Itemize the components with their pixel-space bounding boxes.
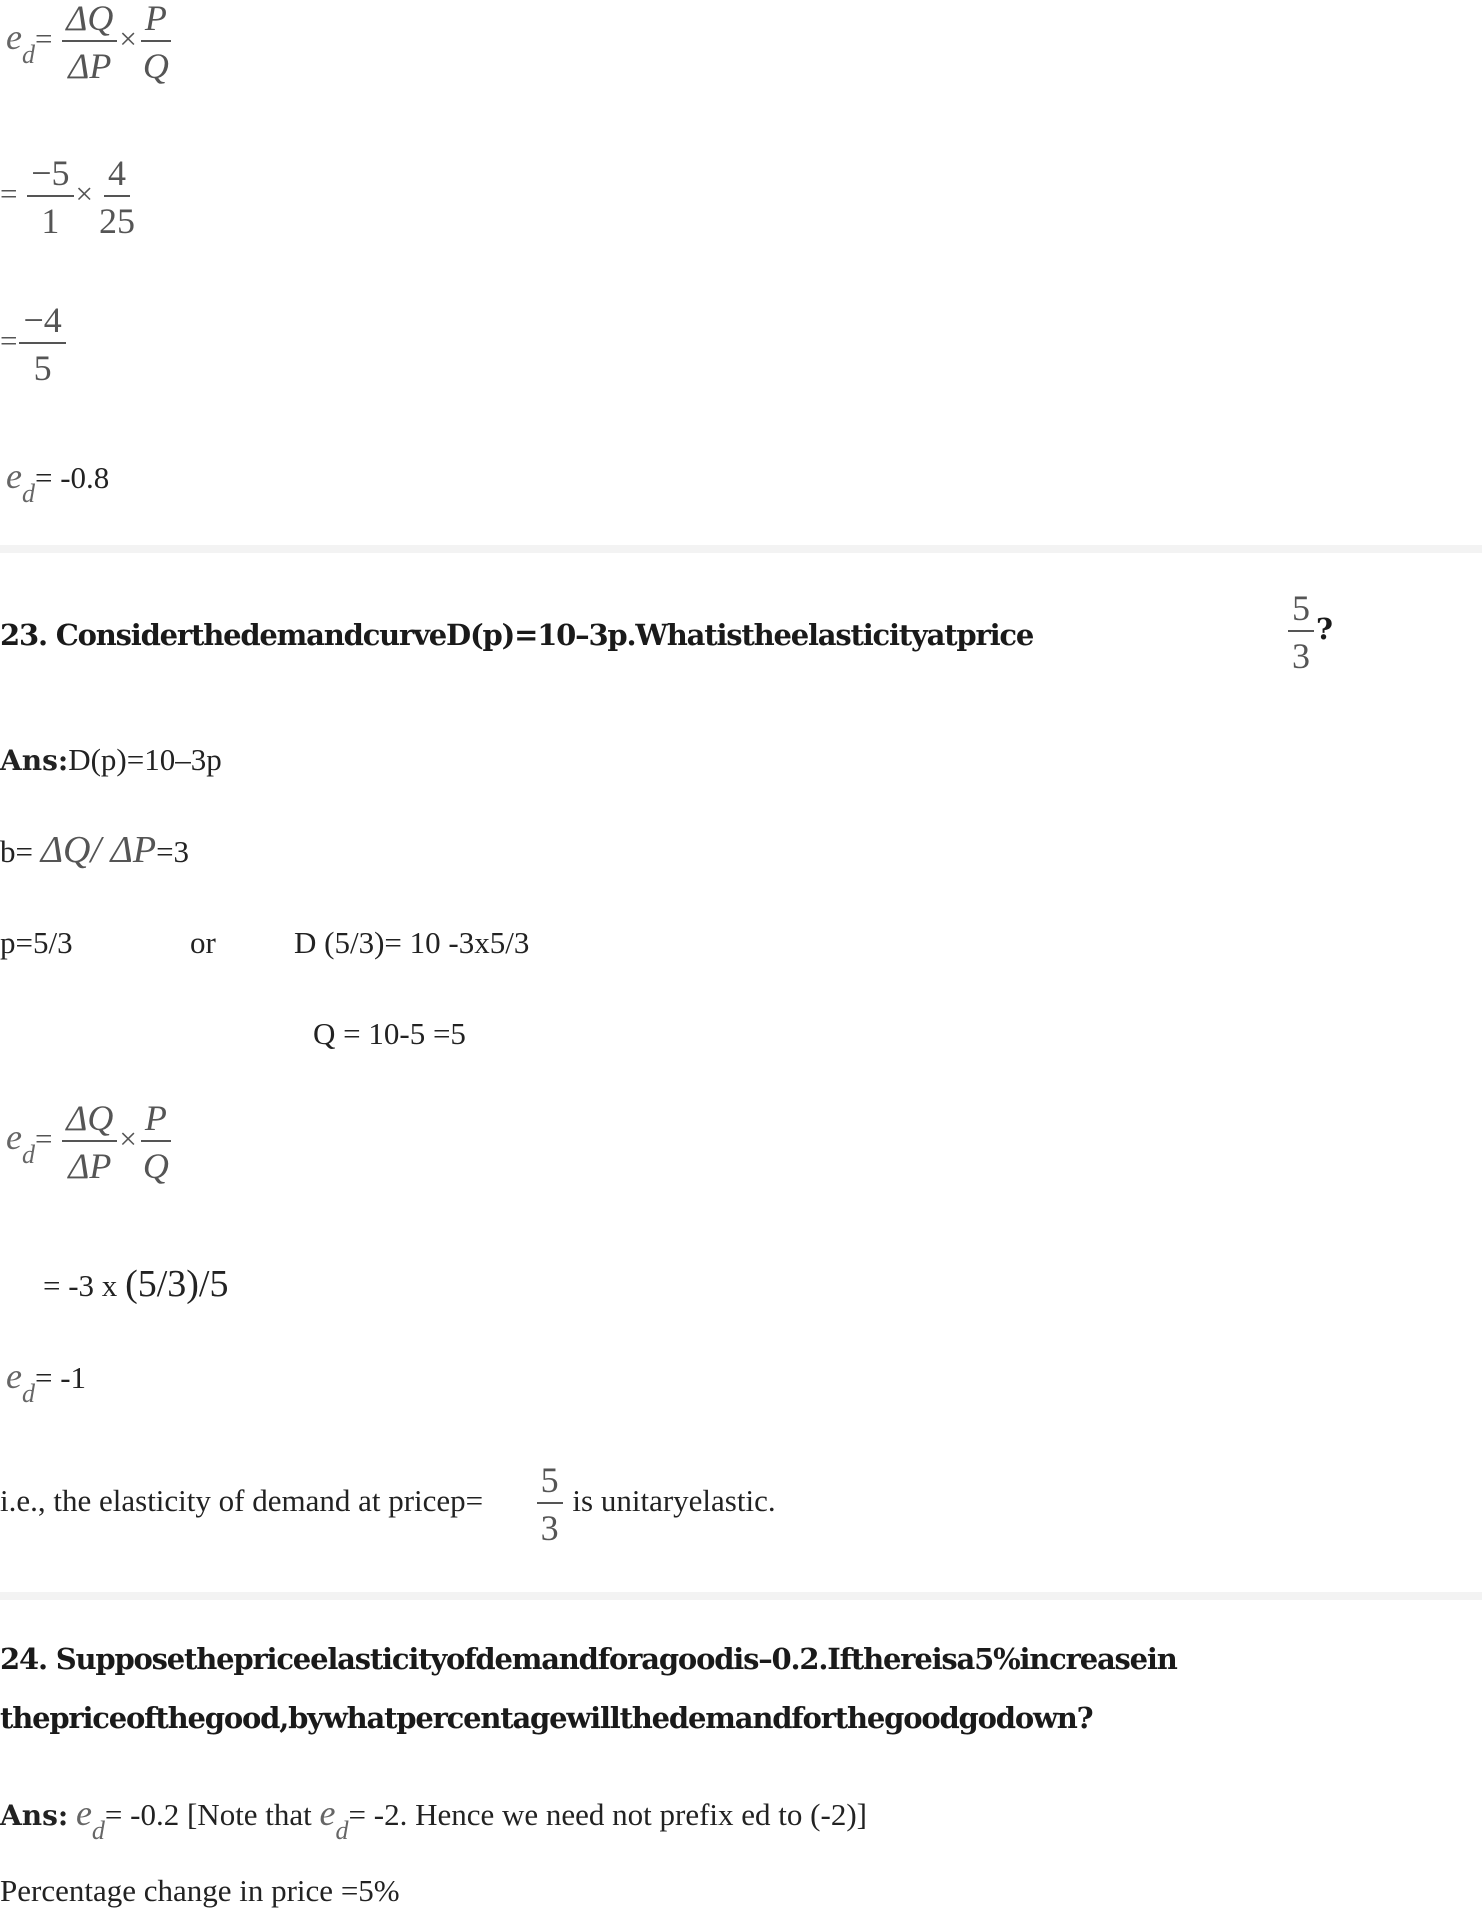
divider <box>0 1592 1482 1600</box>
step-2: = $\frac{-4}{5}$ <box>0 302 68 386</box>
divider <box>0 545 1482 553</box>
q23-answer: Ans:D(p)=10–3p <box>0 742 222 777</box>
question-23: 23. ConsiderthedemandcurveD(p)=10–3p.Whatistheelasticityatprice <box>0 618 1034 652</box>
question-24-line-1: 24. Supposethepriceelasticityofdemandforagoodis–0.2.Ifthereisa5%increasein <box>0 1642 1177 1676</box>
q24-answer: Ans: $e_d= -0.2$ [Note that $e_d= -2$. Hence we need not prefix ed to (-2)] <box>0 1793 867 1846</box>
elasticity-formula-2: $e_d=$ $\frac{\Delta Q}{\Delta P}$ × $\frac{P}{Q}$ <box>6 1098 169 1186</box>
result-q23: $e_d= -1$ <box>6 1356 87 1409</box>
q-line: Q = 10-5 =5 <box>313 1016 466 1051</box>
ed-symbol: $e_d$ <box>6 17 35 70</box>
conclusion: i.e., the elasticity of demand at pricep= $\frac{5}{3}$ is unitaryelastic. <box>0 1460 776 1548</box>
elasticity-formula: $e_d=$ $\frac{\Delta Q}{\Delta P}$ × $\frac{P}{Q}$ <box>6 0 175 84</box>
or-text: or <box>190 925 216 960</box>
step-q23: = -3 x (5/3)/5 <box>43 1263 229 1305</box>
b-line: b= ΔQ/ ΔP=3 <box>0 829 190 871</box>
question-24-line-2: thepriceofthegood,bywhatpercentagewillthedemandforthegoodgodown? <box>0 1701 1093 1735</box>
fraction-p-q: $\frac{P}{Q}$ <box>142 0 169 86</box>
pct-line: Percentage change in price =5% <box>0 1873 400 1908</box>
price-fraction: $\frac{5}{3}$ ? <box>1286 590 1332 674</box>
p-line: p=5/3 <box>0 925 73 960</box>
fraction-dq-dp: $\frac{\Delta Q}{\Delta P}$ <box>62 0 117 84</box>
step-1: = $\frac{-5}{1}$ × $\frac{4}{25}$ <box>0 153 136 241</box>
d-line: D (5/3)= 10 -3x5/3 <box>294 925 530 960</box>
result-1: $e_d= -0.8$ <box>6 456 110 509</box>
